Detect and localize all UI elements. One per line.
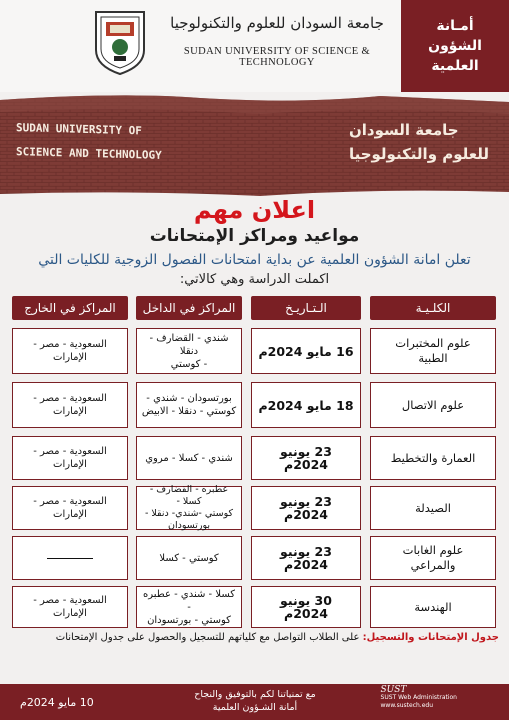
table-row-college: علوم الغابات والمراعي	[370, 536, 496, 580]
announcement-subtitle: مواعيد ومراكز الإمتحانات	[149, 226, 360, 246]
table-row-date: 16 مايو 2024م	[251, 328, 361, 374]
signature-script: SUST	[380, 685, 407, 695]
table-row-inside: شندي - القضارف - دنقلا - كوستي	[136, 328, 242, 374]
registration-note	[10, 632, 499, 643]
university-name-en: SUDAN UNIVERSITY OF SCIENCE & TECHNOLOGY	[183, 46, 371, 68]
table-row-date: 23 يونيو 2024م	[251, 486, 361, 530]
table-row-college: علوم الاتصال	[370, 382, 496, 428]
table-row-college: العمارة والتخطيط	[370, 436, 496, 480]
table-row-abroad: السعودية - مصر - الإمارات	[12, 436, 128, 480]
header-date: الـتـاريـخ	[251, 296, 361, 320]
table-row-abroad: السعودية - مصر - الإمارات	[12, 382, 128, 428]
table-row-college: علوم المختبرات الطبية	[370, 328, 496, 374]
table-row-inside: بورتسودان - شندي - كوستي - دنقلا - الابيض	[136, 382, 242, 428]
building-sign-en: SUDAN UNIVERSITY OF SCIENCE AND TECHNOLOGY	[16, 121, 162, 162]
table-row-inside: كسلا - شندي - عطبره - كوستي - بورتسودان	[136, 586, 242, 628]
table-row-inside: كوستي - كسلا	[136, 536, 242, 580]
header-abroad-centers: المراكز في الخارج	[12, 296, 128, 320]
intro-line-2: اكملت الدراسة وهي كالاتي:	[179, 272, 330, 287]
header-college: الكلـيـة	[370, 296, 496, 320]
table-row-abroad: السعودية - مصر - الإمارات	[12, 586, 128, 628]
table-row-date: 30 يونيو 2024م	[251, 586, 361, 628]
announcement-title: اعلان مهم	[193, 196, 316, 224]
signature-line-2: www.sustech.edu	[380, 702, 434, 709]
table-row-inside: شندي - كسلا - مروي	[136, 436, 242, 480]
footer-date: 10 مايو 2024م	[20, 696, 94, 709]
signature-line-1: SUST Web Administration	[380, 694, 457, 701]
building-sign-ar: جامعة السودان للعلوم والتكنولوجيا	[348, 121, 489, 163]
table-row-date: 18 مايو 2024م	[251, 382, 361, 428]
header-inside-centers: المراكز في الداخل	[136, 296, 242, 320]
academic-affairs-badge: أمـانة الشؤون العلمية	[401, 0, 509, 92]
university-logo	[92, 10, 148, 76]
note-text: على الطلاب التواصل مع كلياتهم للتسجيل والحصول على جدول الإمتحانات	[55, 632, 360, 643]
table-row-college: الهندسة	[370, 586, 496, 628]
table-row-abroad-empty	[12, 536, 128, 580]
table-row-abroad: السعودية - مصر - الإمارات	[12, 486, 128, 530]
table-row-abroad: السعودية - مصر - الإمارات	[12, 328, 128, 374]
footer-wishes: مع تمنياتنا لكم بالتوفيق والنجاح أمانة الشـؤون العلمية	[194, 689, 316, 713]
table-row-inside: عطبره - القضارف - كسلا - كوستي -شندي- دنقلا - بورتسودان	[136, 486, 242, 530]
note-label: جدول الإمتحانات والتسجيل:	[362, 632, 499, 643]
footer-bar	[0, 684, 509, 720]
table-row-date: 23 يونيو 2024م	[251, 436, 361, 480]
intro-line-1: تعلن امانة الشؤون العلمية عن بداية امتحانات الفصول الزوجية للكليات التي	[38, 252, 471, 268]
university-name-ar: جامعة السودان للعلوم والتكنولوجيا	[170, 14, 384, 32]
table-row-date: 23 يونيو 2024م	[251, 536, 361, 580]
empty-dash	[47, 558, 93, 559]
web-admin-signature	[381, 686, 457, 710]
table-row-college: الصيدلة	[370, 486, 496, 530]
